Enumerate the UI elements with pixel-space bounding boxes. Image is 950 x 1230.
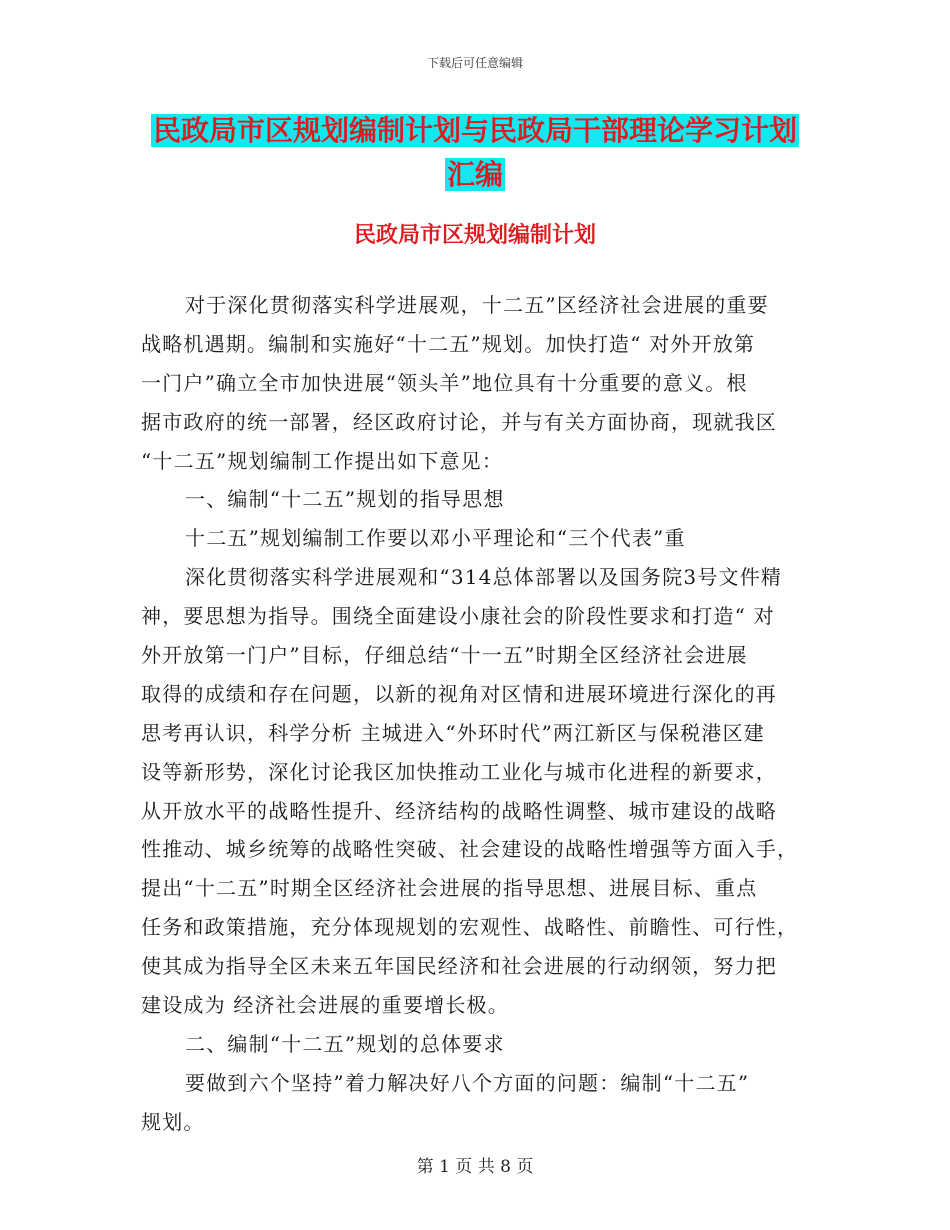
subheading-2: 二、编制“十二五”规划的总体要求 [185,1031,505,1056]
body-line: 战略机遇期。编制和实施好“十二五”规划。加快打造“ 对外开放第 [141,331,756,356]
body-line: 任务和政策措施，充分体现规划的宏观性、战略性、前瞻性、可行性， [141,915,799,940]
body-line: 提出“十二五”时期全区经济社会进展的指导思想、进展目标、重点 [141,876,758,901]
body-line: 性推动、城乡统筹的战略性突破、社会建设的战略性增强等方面入手， [141,837,799,862]
subheading-1: 一、编制“十二五”规划的指导思想 [185,487,505,512]
body-line: 对于深化贯彻落实科学进展观，十二五”区经济社会进展的重要 [185,293,769,317]
body-line: 深化贯彻落实科学进展观和“314总体部署以及国务院3号文件精 [185,565,783,590]
body-line: 设等新形势，深化讨论我区加快推动工业化与城市化进程的新要求， [141,759,777,784]
body-line: 从开放水平的战略性提升、经济结构的战略性调整、城市建设的战略 [141,798,777,823]
body-line: 神，要思想为指导。围绕全面建设小康社会的阶段性要求和打造“ 对 [141,604,775,629]
body-line: 使其成为指导全区未来五年国民经济和社会进展的行动纲领，努力把 [141,954,777,979]
body-line: 外开放第一门户”目标，仔细总结“十一五”时期全区经济社会进展 [141,643,748,668]
body-line: 规划。 [141,1109,205,1134]
body-line: 据市政府的统一部署，经区政府讨论，并与有关方面协商，现就我区 [141,409,777,434]
document-body [141,286,811,1142]
section-title: 民政局市区规划编制计划 [353,223,596,248]
document-title-text-1: 民政局市区规划编制计划与民政局干部理论学习计划 [152,114,797,147]
document-title-text-2: 汇编 [446,158,503,191]
body-line: 十二五”规划编制工作要以邓小平理论和“三个代表”重 [185,526,686,551]
body-line: 建设成为 经济社会进展的重要增长极。 [141,993,509,1018]
page-header-note: 下载后可任意编辑 [426,56,523,70]
page-number-footer: 第 1 页 共 8 页 [416,1157,534,1177]
body-line: 要做到六个坚持”着力解决好八个方面的问题：编制“十二五” [185,1070,750,1095]
document-title-line-1 [140,106,810,156]
body-line: “十二五”规划编制工作提出如下意见： [141,448,504,473]
body-line: 一门户”确立全市加快进展“领头羊”地位具有十分重要的意义。根 [141,370,748,395]
body-line: 取得的成绩和存在问题，以新的视角对区情和进展环境进行深化的再 [141,681,777,706]
document-title-line-2 [140,150,810,200]
body-line: 思考再认识，科学分析 主城进入“外环时代”两江新区与保税港区建 [141,720,766,745]
